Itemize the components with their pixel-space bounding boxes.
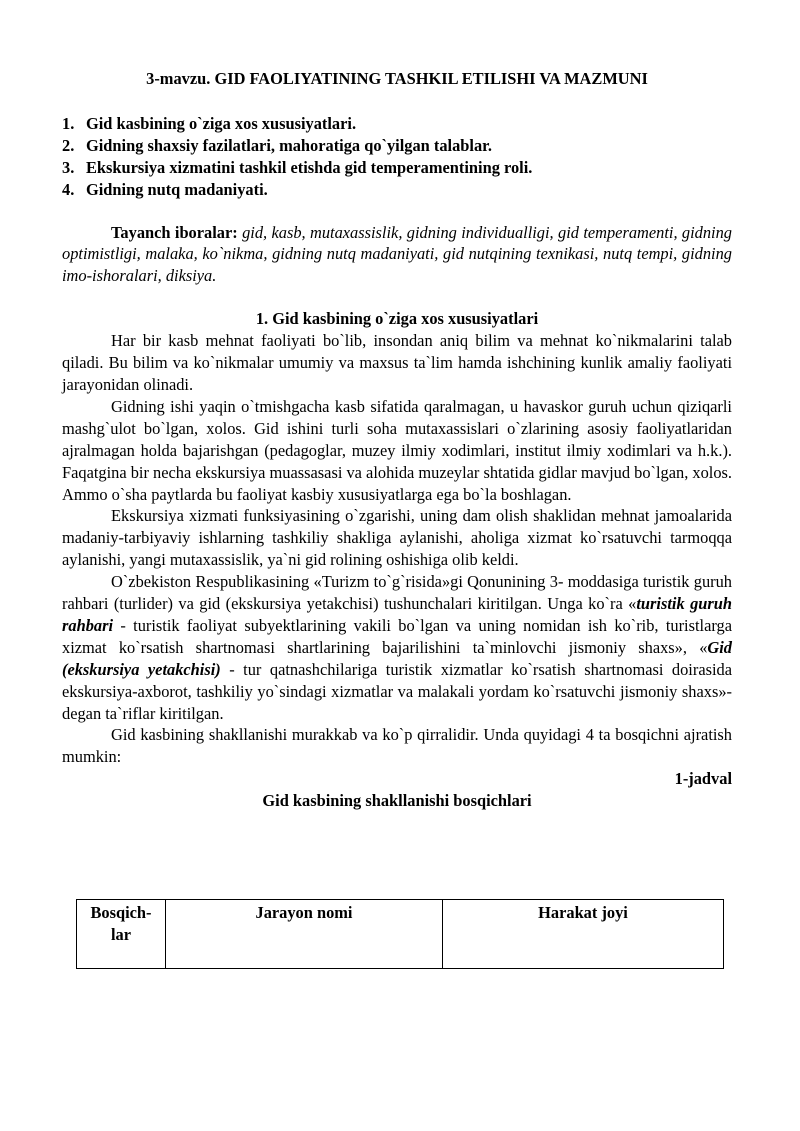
keywords-paragraph — [62, 222, 732, 288]
paragraph: Gid kasbining shakllanishi murakkab va ko`p qirralidir. Unda quyidagi 4 ta bosqichni ajratish mumkin: — [62, 725, 732, 767]
stages-table — [76, 899, 724, 969]
document-page — [62, 68, 732, 812]
topic-list — [62, 113, 732, 201]
topic-item: 1. Gid kasbining o`ziga xos xususiyatlari. — [62, 113, 357, 133]
table-label: 1-jadval — [674, 769, 732, 789]
paragraph: Ekskursiya xizmati funksiyasining o`zgarishi, uning dam olish shaklidan mehnat jamoalarida madaniy-tarbiyaviy ishlarning tashkiliy shakliga aylanishi, aholiga xizmat ko`rsatuvchi tarmoqqa aylanishi, yangi mutaxassislik, ya`ni gid rolining oshishiga olib keldi. — [62, 506, 732, 570]
paragraph: Har bir kasb mehnat faoliyati bo`lib, insondan aniq bilim va mehnat ko`nikmalarini talab qiladi. Bu bilim va ko`nikmalar umumiy va maxsus ta`lim hamda ishchining kunlik amaliy faoliyati jarayonidan olinadi. — [62, 331, 732, 394]
term-guide: Gid (ekskursiya yetakchisi) — [62, 637, 732, 679]
keywords-label: Tayanch iboralar: — [111, 222, 238, 242]
keywords-text: gid, kasb, mutaxassislik, gidning individualligi, gid temperamenti, gidning optimistligi, malaka, ko`nikma, gidning nutq madaniyati, gid nutqining texnikasi, nutq tempi, gidning imo-ishoralari, diksiya. — [62, 222, 732, 286]
term-tour-leader: turistik guruh rahbari — [62, 594, 732, 635]
column-header-stages: Bosqich-lar — [77, 900, 166, 969]
paragraph-definitions: O`zbekiston Respublikasining «Turizm to`g`risida»gi Qonunining 3- moddasiga turistik guruh rahbari (turlider) va gid (ekskursiya yetakchisi) tushunchalari kiritilgan. Unga ko`ra «turistik guruh rahbari - turistik faoliyat subyektlarining vakili bo`lgan va uning nomidan ish ko`rib, turistlarga xizmat ko`rsatish shartnomasi shartlarining bajarilishini ta`minlovchi jismoniy shaxs», «Gid (ekskursiya yetakchisi) - tur qatnashchilariga turistik xizmatlar ko`rsatish shartnomasi doirasida ekskursiya-axborot, tashkiliy yo`sindagi xizmatlar va malakali yordam ko`rsatuvchi jismoniy shaxs»-degan ta`riflar kiritilgan. — [62, 572, 732, 723]
column-header-process: Jarayon nomi — [166, 900, 443, 969]
topic-item: 4. Gidning nutq madaniyati. — [62, 179, 268, 199]
topic-item: 2. Gidning shaxsiy fazilatlari, mahoratiga qo`yilgan talablar. — [62, 135, 493, 155]
column-header-action-place: Harakat joyi — [443, 900, 724, 969]
document-title: 3-mavzu. GID FAOLIYATINING TASHKIL ETILISHI VA MAZMUNI — [146, 69, 648, 88]
table-header-row — [77, 900, 724, 969]
section-heading: 1. Gid kasbining o`ziga xos xususiyatlari — [255, 309, 539, 329]
topic-item: 3. Ekskursiya xizmatini tashkil etishda gid temperamentining roli. — [62, 157, 533, 177]
paragraph: Gidning ishi yaqin o`tmishgacha kasb sifatida qaralmagan, u havaskor guruh uchun qiziqarli mashg`ulot bo`lgan, xolos. Gid ishini turli soha mutaxassislari o`zlarining asosiy faoliyatlaridan ajralmagan holda bajarishgan (pedagoglar, muzey ilmiy xodimlari, institut ilmiy xodimlari va h.k.). Faqatgina bir necha ekskursiya muassasasi va alohida muzeylar shtatida gidlar mavjud bo`lgan, xolos. Ammo o`sha paytlarda bu faoliyat kasbiy xususiyatlarga ega bo`la boshlagan. — [62, 396, 733, 504]
table-title: Gid kasbining shakllanishi bosqichlari — [262, 791, 532, 811]
